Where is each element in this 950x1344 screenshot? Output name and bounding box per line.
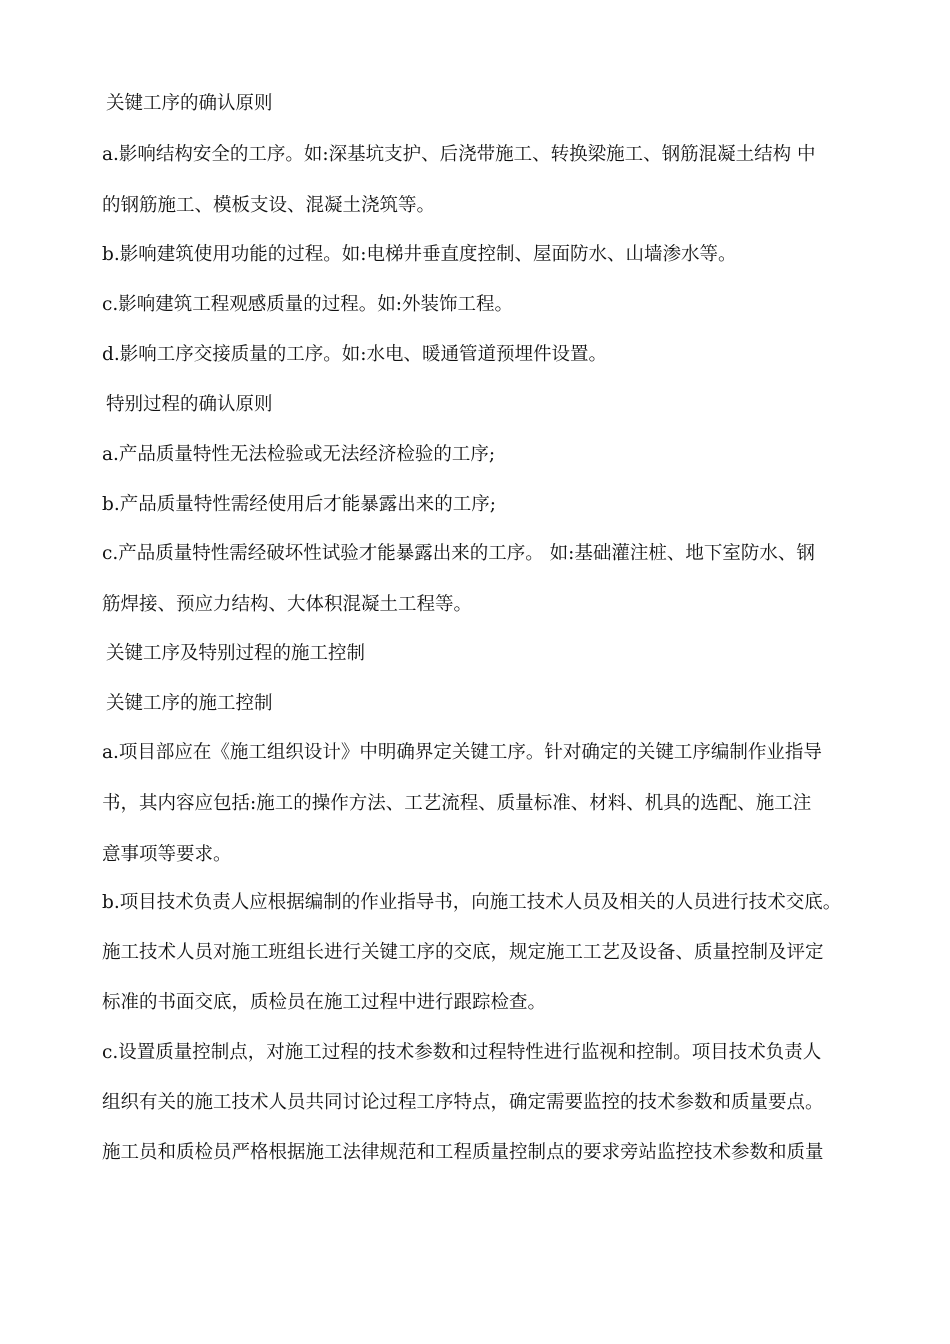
paragraph-line: b.影响建筑使用功能的过程。如:电梯井垂直度控制、屋面防水、山墙渗水等。 <box>102 244 737 265</box>
paragraph-line: b.产品质量特性需经使用后才能暴露出来的工序; <box>102 494 496 515</box>
heading-key-process-principle: 关键工序的确认原则 <box>106 93 273 114</box>
paragraph-line: c.影响建筑工程观感质量的过程。如:外装饰工程。 <box>102 294 513 315</box>
paragraph-line: b.项目技术负责人应根据编制的作业指导书，向施工技术人员及相关的人员进行技术交底。 <box>102 892 842 913</box>
paragraph-line: d.影响工序交接质量的工序。如:水电、暖通管道预埋件设置。 <box>102 344 607 365</box>
paragraph-line: 施工技术人员对施工班组长进行关键工序的交底，规定施工工艺及设备、质量控制及评定 <box>102 942 824 963</box>
paragraph-line: 施工员和质检员严格根据施工法律规范和工程质量控制点的要求旁站监控技术参数和质量 <box>102 1142 824 1163</box>
heading-construction-control: 关键工序及特别过程的施工控制 <box>106 643 366 664</box>
paragraph-line: 的钢筋施工、模板支设、混凝土浇筑等。 <box>102 195 436 216</box>
heading-key-process-control: 关键工序的施工控制 <box>106 693 273 714</box>
paragraph-line: 书，其内容应包括:施工的操作方法、工艺流程、质量标准、材料、机具的选配、施工注 <box>102 793 812 814</box>
paragraph-line: 组织有关的施工技术人员共同讨论过程工序特点，确定需要监控的技术参数和质量要点。 <box>102 1092 824 1113</box>
paragraph-line: 意事项等要求。 <box>102 844 232 865</box>
paragraph-line: a.项目部应在《施工组织设计》中明确界定关键工序。针对确定的关键工序编制作业指导 <box>102 742 822 763</box>
paragraph-line: c.产品质量特性需经破坏性试验才能暴露出来的工序。 如:基础灌注桩、地下室防水、钢 <box>102 543 815 564</box>
paragraph-line: a.产品质量特性无法检验或无法经济检验的工序; <box>102 444 496 465</box>
paragraph-line: a.影响结构安全的工序。如:深基坑支护、后浇带施工、转换梁施工、钢筋混凝土结构 中 <box>102 144 816 165</box>
paragraph-line: c.设置质量控制点，对施工过程的技术参数和过程特性进行监视和控制。项目技术负责人 <box>102 1042 822 1063</box>
paragraph-line: 标准的书面交底，质检员在施工过程中进行跟踪检查。 <box>102 992 547 1013</box>
paragraph-line: 筋焊接、预应力结构、大体积混凝土工程等。 <box>102 594 473 615</box>
heading-special-process-principle: 特别过程的确认原则 <box>106 394 273 415</box>
